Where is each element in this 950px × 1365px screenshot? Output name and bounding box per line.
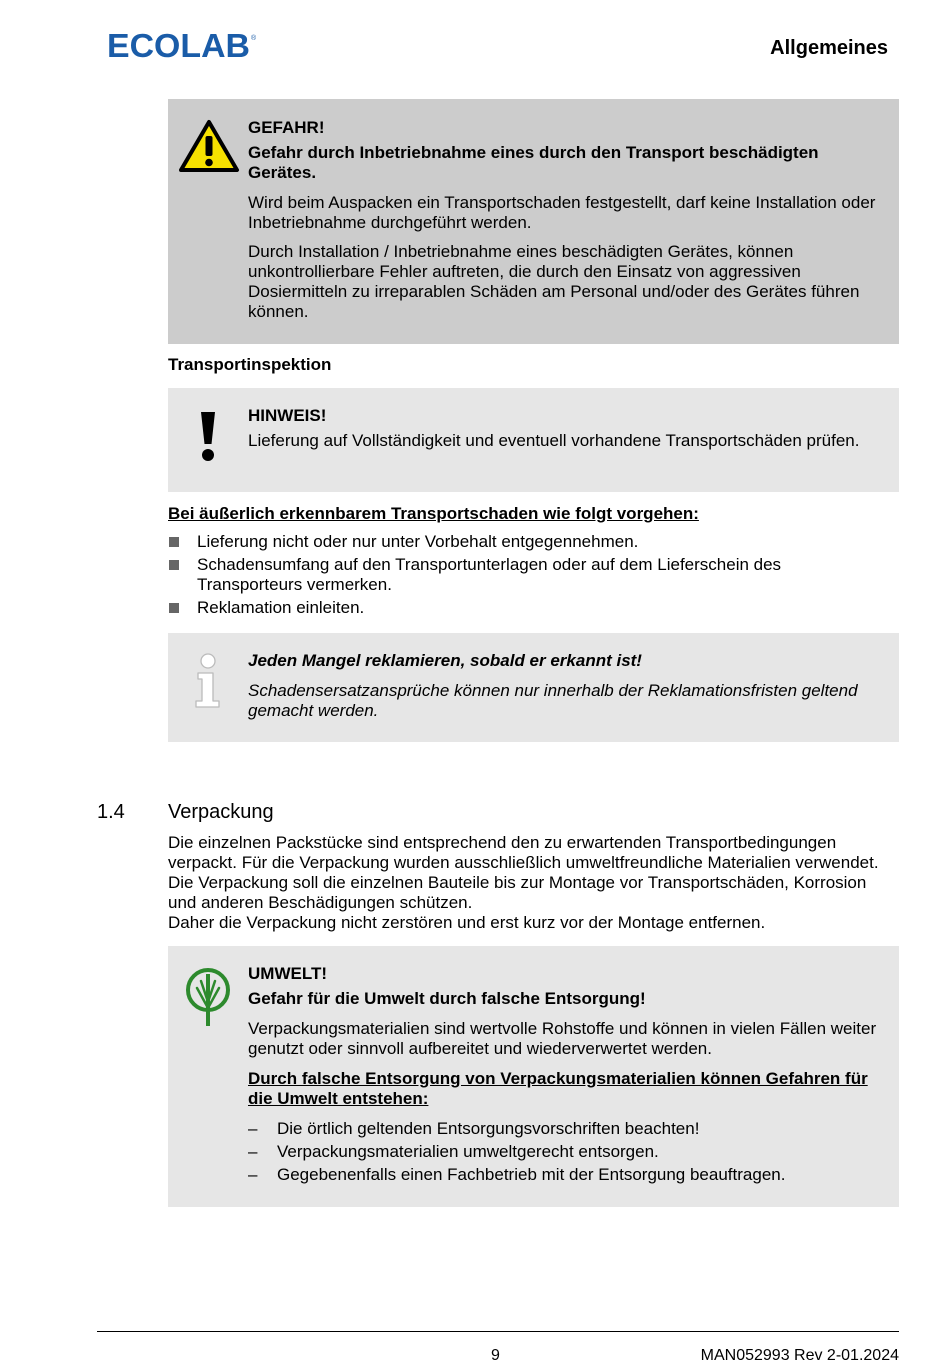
danger-paragraph: Durch Installation / Inbetriebnahme eines beschädigten Gerätes, können unkontrollierbare Fehler auftreten, die durch den Einsatz von aggressiven Dosiermitteln zu irreparablen Schäden am Personal und/oder des Gerätes führen können. [248,242,860,321]
bullet-square-icon [169,603,179,613]
environment-label: UMWELT! [248,964,327,983]
list-item: – Die örtlich geltenden Entsorgungsvorschriften beachten! [248,1119,700,1138]
footer-divider [97,1331,899,1332]
environment-paragraph: Verpackungsmaterialien sind wertvolle Rohstoffe und können in vielen Fällen weiter genutzt oder sinnvoll aufbereitet und wiederverwertet werden. [248,1019,877,1058]
environment-list [248,1119,885,1185]
list-item: Lieferung nicht oder nur unter Vorbehalt entgegennehmen. [168,532,868,552]
tree-icon [184,966,232,1028]
section-body [168,833,893,933]
section-paragraph: Die einzelnen Packstücke sind entsprechend den zu erwartenden Transportbedingungen verpackt. Für die Verpackung wurden ausschließlich umweltfreundliche Materialien verwendet. Die Verpackung soll die einzelnen Bauteile bis zur Montage vor Transportschäden, Korrosion und anderen Beschädigungen schützen. [168,833,879,912]
info-text: Schadensersatzansprüche können nur innerhalb der Reklamationsfristen geltend gemacht werden. [248,681,858,720]
danger-label: GEFAHR! [248,118,325,137]
list-item: – Verpackungsmaterialien umweltgerecht entsorgen. [248,1142,659,1161]
environment-box [168,946,899,1207]
environment-warning: Durch falsche Entsorgung von Verpackungsmaterialien können Gefahren für die Umwelt entstehen: [248,1069,868,1108]
list-item: Schadensumfang auf den Transportunterlagen oder auf dem Lieferschein des Transporteurs vermerken. [168,555,868,595]
svg-text:ECOLAB: ECOLAB [107,30,250,62]
environment-headline: Gefahr für die Umwelt durch falsche Entsorgung! [248,989,646,1008]
section-title: Verpackung [168,801,274,823]
info-icon [192,652,224,710]
note-box [168,388,899,492]
svg-text:®: ® [251,35,257,42]
info-headline: Jeden Mangel reklamieren, sobald er erkannt ist! [248,651,642,670]
note-text: Lieferung auf Vollständigkeit und eventuell vorhandene Transportschäden prüfen. [248,431,860,450]
list-item: – Gegebenenfalls einen Fachbetrieb mit der Entsorgung beauftragen. [248,1165,786,1184]
document-id: MAN052993 Rev 2-01.2024 [700,1347,899,1364]
info-box [168,633,899,742]
danger-paragraph: Wird beim Auspacken ein Transportschaden festgestellt, darf keine Installation oder Inbetriebnahme durchgeführt werden. [248,193,876,232]
header-section-title: Allgemeines [770,37,888,59]
danger-box [168,99,899,344]
page-number: 9 [491,1347,500,1364]
note-label: HINWEIS! [248,406,327,425]
danger-headline: Gefahr durch Inbetriebnahme eines durch den Transport beschädigten Gerätes. [248,143,819,182]
exclamation-icon [199,410,217,462]
bullet-square-icon [169,537,179,547]
section-paragraph: Daher die Verpackung nicht zerstören und erst kurz vor der Montage entfernen. [168,913,766,932]
warning-triangle-icon [178,119,240,173]
damage-procedure-heading: Bei äußerlich erkennbarem Transportschaden wie folgt vorgehen: [168,504,699,523]
ecolab-logo [107,30,257,62]
bullet-square-icon [169,560,179,570]
section-number: 1.4 [97,801,125,823]
transport-inspection-heading: Transportinspektion [168,355,332,374]
list-item: Reklamation einleiten. [168,598,868,618]
damage-steps-list [168,532,868,621]
